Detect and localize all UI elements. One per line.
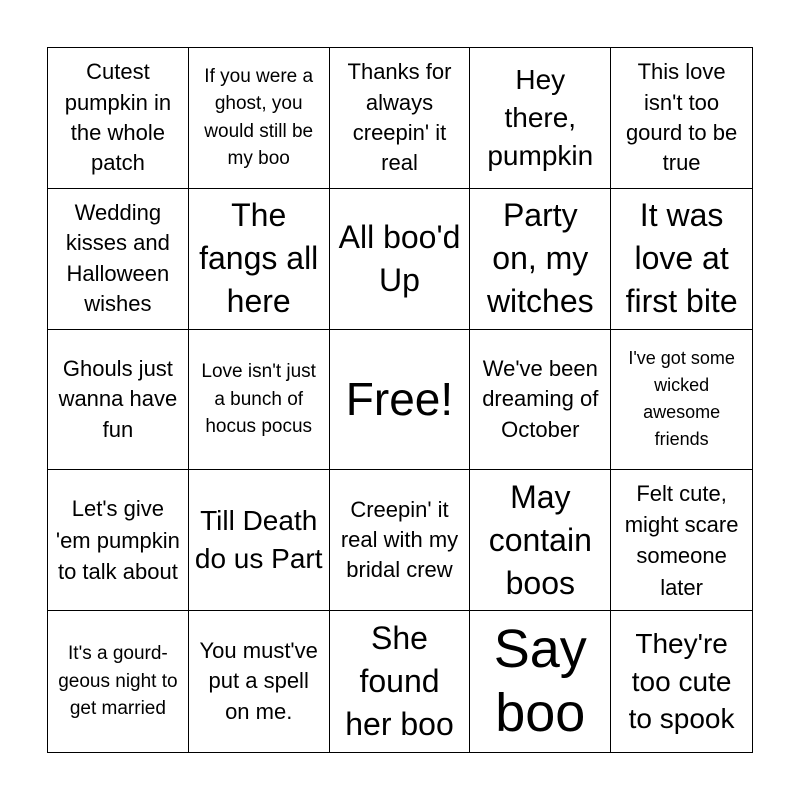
bingo-cell[interactable]: It's a gourd-geous night to get married <box>48 611 189 752</box>
bingo-cell[interactable]: Let's give 'em pumpkin to talk about <box>48 470 189 611</box>
bingo-cell[interactable]: Creepin' it real with my bridal crew <box>330 470 471 611</box>
free-space[interactable]: Free! <box>330 330 471 471</box>
bingo-cell[interactable]: We've been dreaming of October <box>470 330 611 471</box>
bingo-cell[interactable]: I've got some wicked awesome friends <box>611 330 752 471</box>
bingo-board <box>47 47 753 753</box>
bingo-cell[interactable]: Say boo <box>470 611 611 752</box>
bingo-cell[interactable]: If you were a ghost, you would still be my boo <box>189 48 330 189</box>
bingo-cell[interactable]: They're too cute to spook <box>628 627 735 735</box>
bingo-cell[interactable]: Ghouls just wanna have fun <box>48 330 189 471</box>
bingo-cell[interactable]: Till Death do us Part <box>189 470 330 611</box>
bingo-cell[interactable]: The fangs all here <box>189 189 330 330</box>
bingo-cell[interactable]: Party on, my witches <box>470 189 611 330</box>
bingo-cell[interactable]: Hey there, pumpkin <box>470 48 611 189</box>
bingo-cell[interactable]: This love isn't too gourd to be true <box>611 48 752 189</box>
bingo-cell[interactable]: Thanks for always creepin' it real <box>330 48 471 189</box>
bingo-cell[interactable]: It was love at first bite <box>611 189 752 330</box>
bingo-cell[interactable]: Wedding kisses and Halloween wishes <box>48 189 189 330</box>
bingo-cell[interactable]: She found her boo <box>330 611 471 752</box>
bingo-cell[interactable]: Felt cute, might scare someone later <box>611 470 752 611</box>
bingo-cell[interactable]: All boo'd Up <box>330 189 471 330</box>
bingo-cell[interactable]: May contain boos <box>470 470 611 611</box>
bingo-cell[interactable]: You must've put a spell on me. <box>189 611 330 752</box>
bingo-cell[interactable]: Love isn't just a bunch of hocus pocus <box>189 330 330 471</box>
bingo-cell[interactable]: Cutest pumpkin in the whole patch <box>48 48 189 189</box>
